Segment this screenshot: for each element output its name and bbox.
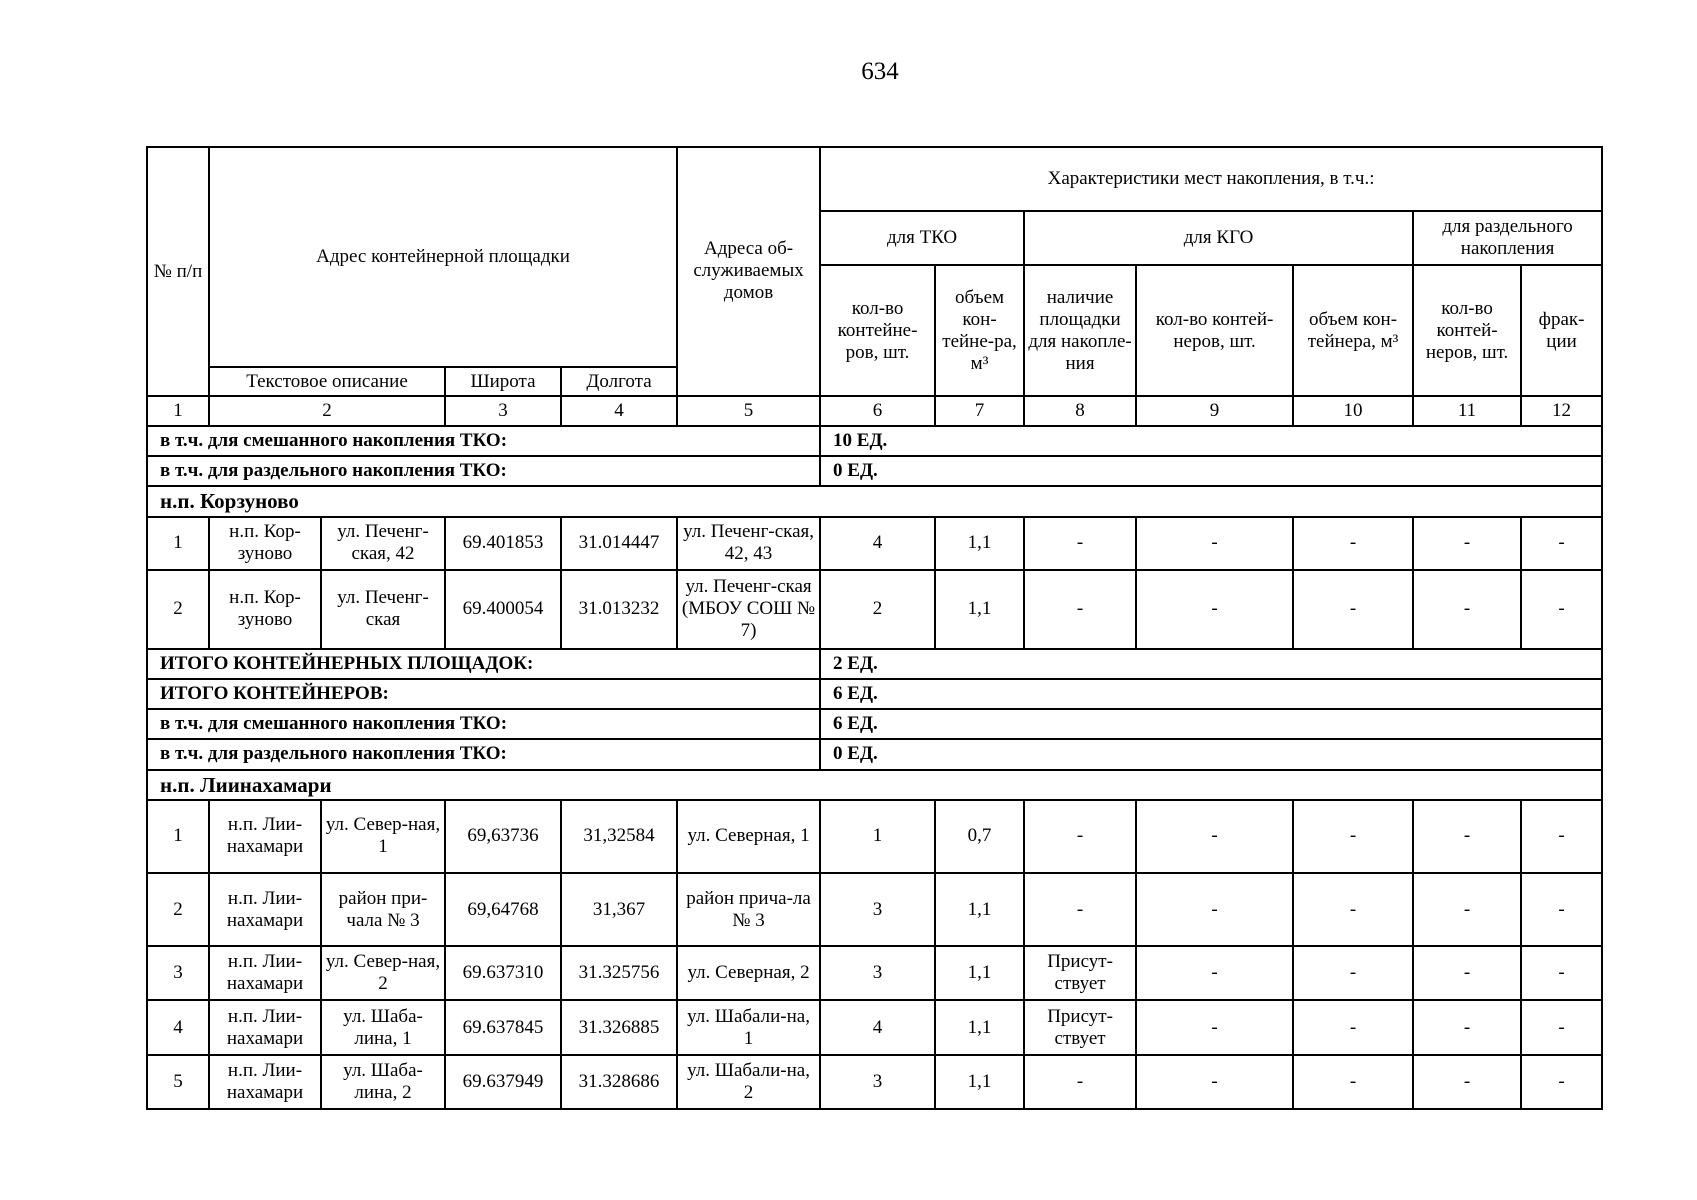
settlement-row	[147, 770, 1602, 800]
cell-lon: 31,32584	[561, 800, 677, 873]
column-number: 12	[1521, 396, 1602, 426]
total-label: в т.ч. для смешанного накопления ТКО:	[147, 709, 820, 739]
total-value: 0 ЕД.	[820, 739, 1602, 769]
cell-tko-count: 1	[820, 800, 935, 873]
column-number: 3	[445, 396, 561, 426]
cell-lon: 31,367	[561, 873, 677, 946]
header-kgo: для КГО	[1024, 211, 1413, 265]
cell-kgo-site: -	[1024, 1055, 1136, 1109]
cell-kgo-site: -	[1024, 517, 1136, 570]
column-number: 10	[1293, 396, 1413, 426]
cell-tko-count: 4	[820, 517, 935, 570]
header-lat: Широта	[445, 367, 561, 396]
column-number: 4	[561, 396, 677, 426]
header-characteristics: Характеристики мест накопления, в т.ч.:	[820, 147, 1602, 211]
total-label: в т.ч. для раздельного накопления ТКО:	[147, 739, 820, 769]
summary-row	[147, 426, 1602, 456]
cell-desc: ул. Печенг-ская	[321, 570, 445, 649]
cell-sep-count: -	[1413, 1055, 1521, 1109]
page-number: 634	[861, 58, 899, 85]
cell-kgo-site: Присут-ствует	[1024, 946, 1136, 1000]
cell-kgo-site: -	[1024, 873, 1136, 946]
cell-lat: 69.637949	[445, 1055, 561, 1109]
header-sep-count: кол-во контей-неров, шт.	[1413, 265, 1521, 396]
cell-num: 2	[147, 873, 209, 946]
cell-served: ул. Шабали-на, 1	[677, 1000, 820, 1054]
cell-desc: ул. Шаба-лина, 1	[321, 1000, 445, 1054]
total-value: 6 ЕД.	[820, 679, 1602, 709]
settlement-name: н.п. Лиинахамари	[147, 770, 1602, 800]
cell-kgo-volume: -	[1293, 1000, 1413, 1054]
summary-label: в т.ч. для раздельного накопления ТКО:	[147, 456, 820, 486]
header-num: № п/п	[147, 147, 209, 396]
cell-kgo-volume: -	[1293, 946, 1413, 1000]
cell-tko-count: 3	[820, 873, 935, 946]
header-kgo-site: наличие площадки для накопле-ния	[1024, 265, 1136, 396]
summary-value: 10 ЕД.	[820, 426, 1602, 456]
header-tko-volume: объем кон-тейне-ра, м³	[935, 265, 1024, 396]
cell-sep-fractions: -	[1521, 1000, 1602, 1054]
cell-kgo-count: -	[1136, 570, 1293, 649]
cell-tko-volume: 1,1	[935, 570, 1024, 649]
cell-sep-count: -	[1413, 570, 1521, 649]
header-desc: Текстовое описание	[209, 367, 445, 396]
cell-kgo-volume: -	[1293, 800, 1413, 873]
header-address: Адрес контейнерной площадки	[209, 147, 677, 367]
column-number: 2	[209, 396, 445, 426]
cell-served: ул. Печенг-ская (МБОУ СОШ № 7)	[677, 570, 820, 649]
cell-tko-volume: 1,1	[935, 873, 1024, 946]
cell-place: н.п. Лии-нахамари	[209, 1055, 321, 1109]
total-value: 2 ЕД.	[820, 649, 1602, 679]
cell-sep-count: -	[1413, 800, 1521, 873]
cell-kgo-count: -	[1136, 800, 1293, 873]
header-lon: Долгота	[561, 367, 677, 396]
cell-kgo-count: -	[1136, 517, 1293, 570]
total-row	[147, 739, 1602, 769]
cell-tko-count: 4	[820, 1000, 935, 1054]
cell-lon: 31.325756	[561, 946, 677, 1000]
cell-sep-count: -	[1413, 517, 1521, 570]
cell-tko-volume: 1,1	[935, 517, 1024, 570]
cell-kgo-site: -	[1024, 570, 1136, 649]
cell-sep-fractions: -	[1521, 1055, 1602, 1109]
cell-sep-fractions: -	[1521, 570, 1602, 649]
table-row	[147, 517, 1602, 570]
summary-row	[147, 456, 1602, 486]
cell-desc: ул. Север-ная, 2	[321, 946, 445, 1000]
cell-served: ул. Печенг-ская, 42, 43	[677, 517, 820, 570]
table-row	[147, 946, 1602, 1000]
cell-tko-volume: 0,7	[935, 800, 1024, 873]
cell-tko-count: 2	[820, 570, 935, 649]
table-row	[147, 1000, 1602, 1054]
cell-num: 1	[147, 800, 209, 873]
cell-tko-volume: 1,1	[935, 1055, 1024, 1109]
cell-sep-count: -	[1413, 946, 1521, 1000]
cell-place: н.п. Лии-нахамари	[209, 873, 321, 946]
cell-desc: ул. Север-ная, 1	[321, 800, 445, 873]
total-label: ИТОГО КОНТЕЙНЕРОВ:	[147, 679, 820, 709]
settlement-name: н.п. Корзуново	[147, 486, 1602, 516]
total-label: ИТОГО КОНТЕЙНЕРНЫХ ПЛОЩАДОК:	[147, 649, 820, 679]
header-sep-fractions: фрак-ции	[1521, 265, 1602, 396]
cell-place: н.п. Лии-нахамари	[209, 1000, 321, 1054]
cell-place: н.п. Лии-нахамари	[209, 800, 321, 873]
cell-kgo-site: Присут-ствует	[1024, 1000, 1136, 1054]
cell-desc: район при-чала № 3	[321, 873, 445, 946]
cell-sep-fractions: -	[1521, 800, 1602, 873]
cell-kgo-volume: -	[1293, 1055, 1413, 1109]
total-row	[147, 679, 1602, 709]
cell-tko-count: 3	[820, 946, 935, 1000]
cell-tko-count: 3	[820, 1055, 935, 1109]
cell-served: район прича-ла № 3	[677, 873, 820, 946]
cell-place: н.п. Кор-зуново	[209, 570, 321, 649]
cell-num: 1	[147, 517, 209, 570]
cell-num: 5	[147, 1055, 209, 1109]
cell-lon: 31.328686	[561, 1055, 677, 1109]
cell-num: 4	[147, 1000, 209, 1054]
cell-lat: 69.637310	[445, 946, 561, 1000]
cell-lat: 69.637845	[445, 1000, 561, 1054]
summary-value: 0 ЕД.	[820, 456, 1602, 486]
total-row	[147, 709, 1602, 739]
settlement-row	[147, 486, 1602, 516]
column-number: 11	[1413, 396, 1521, 426]
cell-kgo-volume: -	[1293, 570, 1413, 649]
cell-num: 3	[147, 946, 209, 1000]
table-row	[147, 1055, 1602, 1109]
cell-place: н.п. Кор-зуново	[209, 517, 321, 570]
cell-served: ул. Шабали-на, 2	[677, 1055, 820, 1109]
column-number: 9	[1136, 396, 1293, 426]
table-row	[147, 570, 1602, 649]
total-value: 6 ЕД.	[820, 709, 1602, 739]
header-tko: для ТКО	[820, 211, 1024, 265]
cell-kgo-volume: -	[1293, 873, 1413, 946]
summary-label: в т.ч. для смешанного накопления ТКО:	[147, 426, 820, 456]
cell-sep-count: -	[1413, 1000, 1521, 1054]
column-number: 1	[147, 396, 209, 426]
cell-kgo-count: -	[1136, 1055, 1293, 1109]
cell-lat: 69,64768	[445, 873, 561, 946]
cell-lon: 31.014447	[561, 517, 677, 570]
cell-served: ул. Северная, 2	[677, 946, 820, 1000]
column-number: 6	[820, 396, 935, 426]
cell-sep-fractions: -	[1521, 517, 1602, 570]
cell-tko-volume: 1,1	[935, 1000, 1024, 1054]
cell-sep-count: -	[1413, 873, 1521, 946]
container-sites-table	[146, 146, 1603, 1110]
cell-kgo-count: -	[1136, 873, 1293, 946]
table-row	[147, 800, 1602, 873]
cell-lon: 31.013232	[561, 570, 677, 649]
cell-sep-fractions: -	[1521, 946, 1602, 1000]
header-kgo-volume: объем кон-тейнера, м³	[1293, 265, 1413, 396]
cell-desc: ул. Печенг-ская, 42	[321, 517, 445, 570]
total-row	[147, 649, 1602, 679]
cell-lon: 31.326885	[561, 1000, 677, 1054]
cell-kgo-count: -	[1136, 946, 1293, 1000]
cell-lat: 69.401853	[445, 517, 561, 570]
column-numbers-row	[147, 396, 1602, 426]
header-served: Адреса об-служиваемых домов	[677, 147, 820, 396]
cell-lat: 69,63736	[445, 800, 561, 873]
table-row	[147, 873, 1602, 946]
cell-place: н.п. Лии-нахамари	[209, 946, 321, 1000]
cell-tko-volume: 1,1	[935, 946, 1024, 1000]
column-number: 7	[935, 396, 1024, 426]
cell-desc: ул. Шаба-лина, 2	[321, 1055, 445, 1109]
cell-num: 2	[147, 570, 209, 649]
cell-kgo-count: -	[1136, 1000, 1293, 1054]
header-tko-count: кол-во контейне-ров, шт.	[820, 265, 935, 396]
cell-kgo-site: -	[1024, 800, 1136, 873]
header-separate: для раздельного накопления	[1413, 211, 1602, 265]
column-number: 8	[1024, 396, 1136, 426]
cell-sep-fractions: -	[1521, 873, 1602, 946]
cell-served: ул. Северная, 1	[677, 800, 820, 873]
cell-lat: 69.400054	[445, 570, 561, 649]
header-kgo-count: кол-во контей-неров, шт.	[1136, 265, 1293, 396]
column-number: 5	[677, 396, 820, 426]
cell-kgo-volume: -	[1293, 517, 1413, 570]
